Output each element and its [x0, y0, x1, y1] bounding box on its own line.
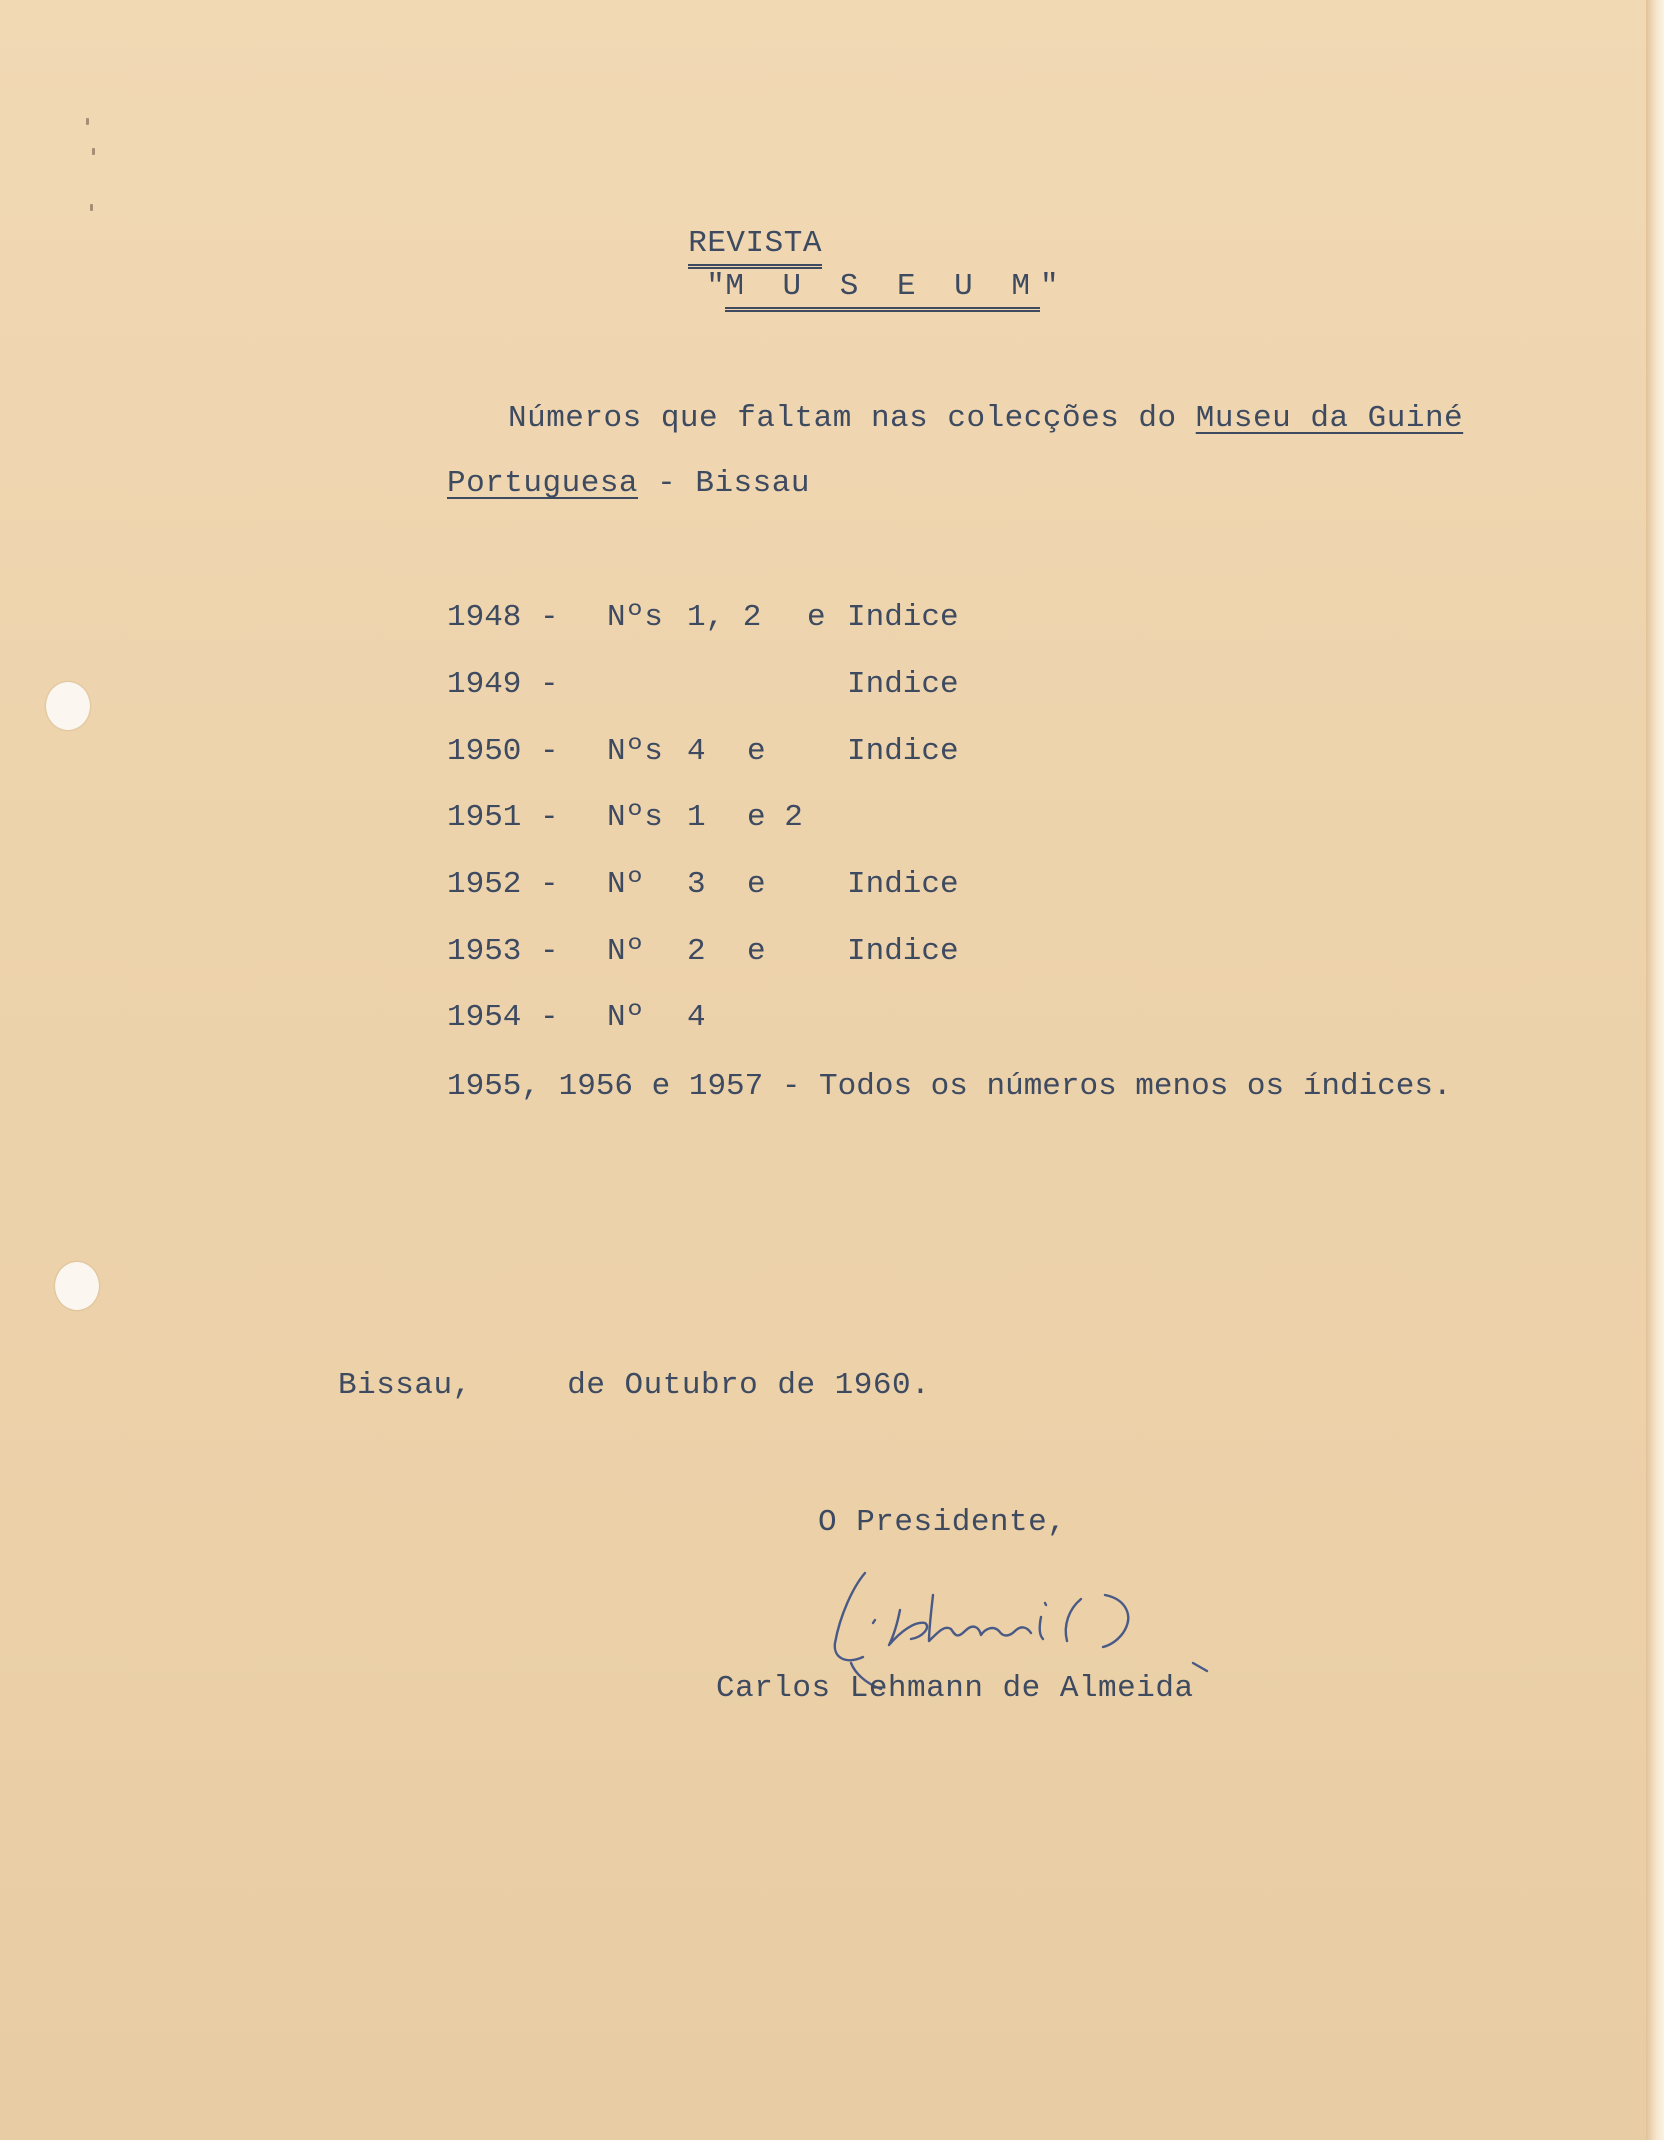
title-quote-close: ": [1039, 269, 1060, 304]
intro-line-1: [508, 401, 1463, 437]
issue-no-label: Nºs: [607, 734, 663, 769]
issue-conjunction: e 2: [747, 800, 803, 835]
issue-numbers: 3: [687, 867, 706, 902]
signature-stroke: [1193, 1663, 1207, 1671]
issue-year: 1949 -: [447, 667, 559, 702]
signature-stroke: [873, 1620, 875, 1623]
signature-stroke: [1103, 1595, 1128, 1647]
issue-no-label: Nº: [607, 934, 645, 969]
issue-conjunction: e: [747, 934, 766, 969]
issue-year: 1950 -: [447, 734, 559, 769]
intro-line-2: [447, 466, 810, 502]
final-issues-line: 1955, 1956 e 1957 - Todos os números menos os índices.: [447, 1069, 1452, 1104]
staple-mark: [92, 148, 95, 155]
signature-stroke: [929, 1595, 1031, 1641]
title-name: M U S E U M: [725, 269, 1040, 312]
issue-conjunction: e: [747, 867, 766, 902]
intro-city: - Bissau: [638, 466, 810, 501]
staple-mark: [86, 118, 89, 125]
issue-conjunction: e: [747, 734, 766, 769]
issue-year: 1951 -: [447, 800, 559, 835]
issue-index: Indice: [847, 867, 959, 902]
issue-no-label: Nº: [607, 1000, 645, 1035]
issue-year: 1948 -: [447, 600, 559, 635]
issue-year: 1954 -: [447, 1000, 559, 1035]
issue-numbers: 1: [687, 800, 706, 835]
intro-country: Portuguesa: [447, 466, 639, 501]
place-date: Bissau, de Outubro de 1960.: [338, 1368, 931, 1403]
issue-year: 1952 -: [447, 867, 559, 902]
issue-conjunction: e: [807, 600, 826, 635]
intro-museum-name: Museu da Guiné: [1195, 401, 1464, 436]
staple-mark: [90, 204, 93, 211]
intro-text: Números que faltam nas colecções do: [508, 401, 1196, 436]
signature-stroke: [1066, 1599, 1081, 1641]
issue-numbers: 4: [687, 1000, 706, 1035]
issue-no-label: Nº: [607, 867, 645, 902]
title-prefix: REVISTA: [688, 226, 822, 269]
signature-stroke: [889, 1610, 927, 1645]
issue-index: Indice: [847, 600, 959, 635]
issue-index: Indice: [847, 734, 959, 769]
issue-index: Indice: [847, 934, 959, 969]
punch-hole-bottom: [55, 1262, 99, 1310]
signature-stroke: [835, 1573, 865, 1660]
issue-year: 1953 -: [447, 934, 559, 969]
document-title: [650, 190, 1059, 312]
issue-numbers: 1, 2: [687, 600, 762, 635]
issue-numbers: 4: [687, 734, 706, 769]
title-quote-open: ": [706, 269, 726, 304]
punch-hole-top: [46, 682, 90, 730]
issue-no-label: Nºs: [607, 800, 663, 835]
issue-no-label: Nºs: [607, 600, 663, 635]
paper-edge: [1646, 0, 1664, 2140]
closing-title: O Presidente,: [818, 1505, 1067, 1540]
issue-numbers: 2: [687, 934, 706, 969]
signature-stroke: [1040, 1617, 1043, 1639]
signature-stroke: [1045, 1603, 1046, 1605]
signatory-name: Carlos Lehmann de Almeida: [716, 1671, 1194, 1706]
issue-index: Indice: [847, 667, 959, 702]
